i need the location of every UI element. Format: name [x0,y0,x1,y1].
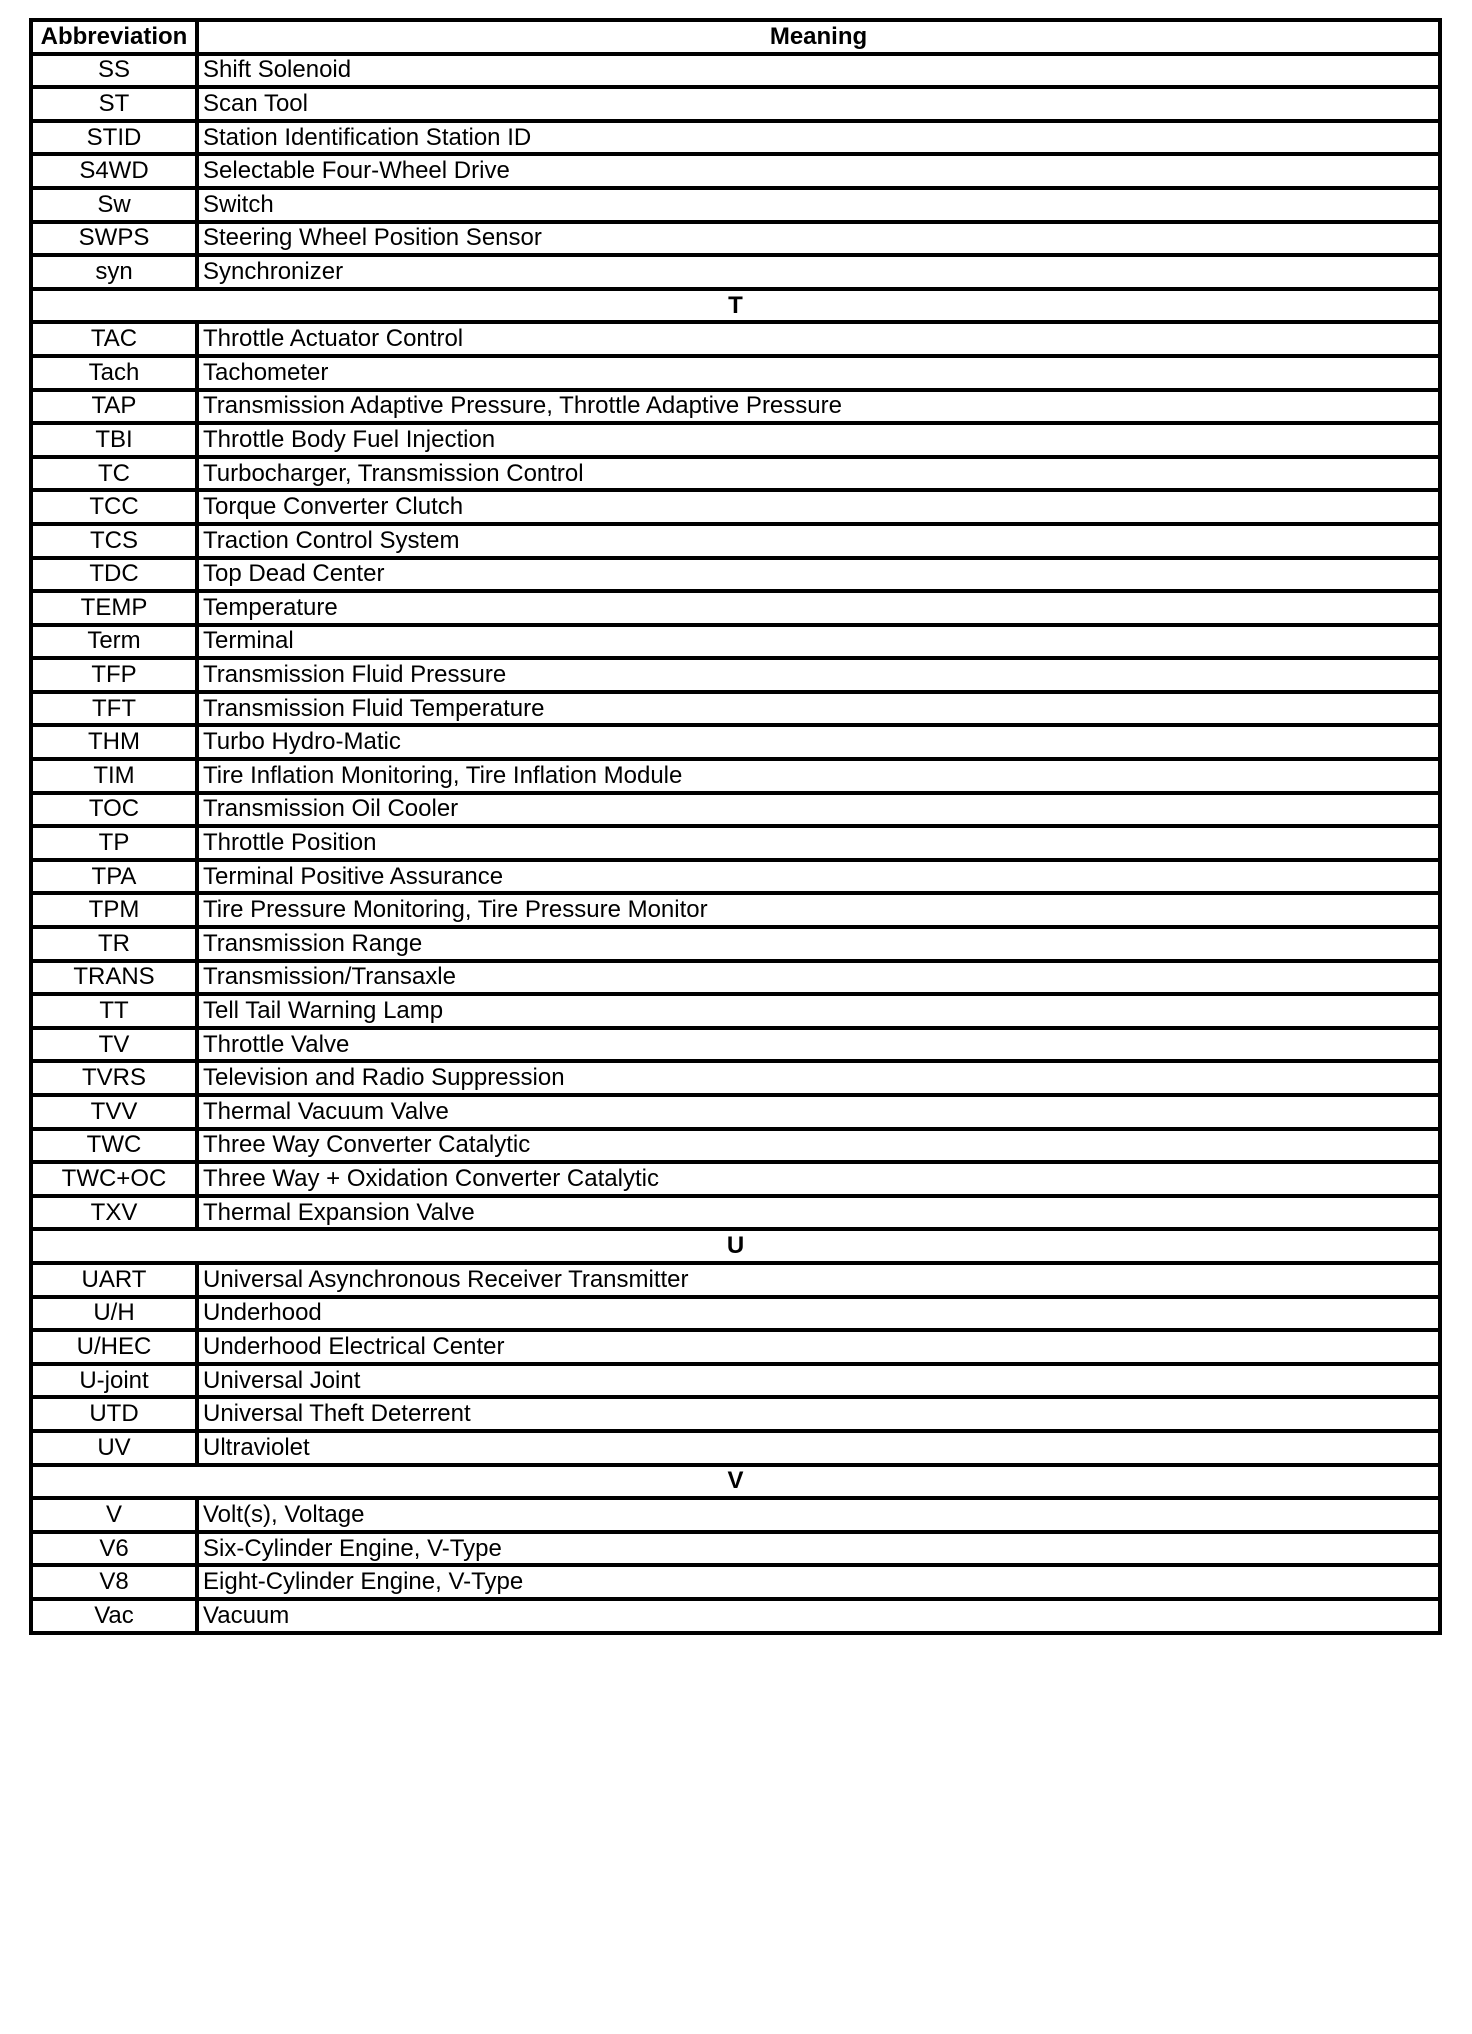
abbreviation-cell: UV [31,1431,197,1465]
abbreviation-cell: TRANS [31,961,197,995]
meaning-cell: Transmission Adaptive Pressure, Throttle Adaptive Pressure [197,390,1440,424]
table-row [31,994,1440,1028]
meaning-column-header: Meaning [197,20,1440,54]
abbreviation-cell: Tach [31,356,197,390]
table-row [31,1263,1440,1297]
meaning-cell: Throttle Position [197,826,1440,860]
table-row [31,390,1440,424]
header-row [31,20,1440,54]
table-row [31,793,1440,827]
abbreviation-cell: TPM [31,893,197,927]
meaning-cell: Tell Tail Warning Lamp [197,994,1440,1028]
table-row [31,1330,1440,1364]
table-row [31,1364,1440,1398]
meaning-cell: Universal Joint [197,1364,1440,1398]
meaning-cell: Temperature [197,591,1440,625]
meaning-cell: Thermal Vacuum Valve [197,1095,1440,1129]
table-row [31,1532,1440,1566]
meaning-cell: Torque Converter Clutch [197,490,1440,524]
table-row [31,860,1440,894]
abbreviation-cell: SS [31,54,197,88]
meaning-cell: Throttle Body Fuel Injection [197,423,1440,457]
section-letter: V [31,1465,1440,1499]
abbreviation-cell: TT [31,994,197,1028]
meaning-cell: Terminal Positive Assurance [197,860,1440,894]
section-header-row [31,289,1440,323]
abbreviation-cell: TR [31,927,197,961]
abbreviation-cell: U-joint [31,1364,197,1398]
meaning-cell: Ultraviolet [197,1431,1440,1465]
table-row [31,658,1440,692]
table-row [31,322,1440,356]
table-row [31,692,1440,726]
table-body [31,54,1440,1633]
abbreviation-cell: U/HEC [31,1330,197,1364]
abbreviation-cell: Sw [31,188,197,222]
abbreviation-cell: V [31,1498,197,1532]
table-row [31,1095,1440,1129]
abbreviation-cell: THM [31,725,197,759]
table-row [31,1397,1440,1431]
table-row [31,524,1440,558]
abbreviation-cell: S4WD [31,154,197,188]
abbreviation-cell: TP [31,826,197,860]
abbreviation-cell: TCC [31,490,197,524]
meaning-cell: Transmission Fluid Pressure [197,658,1440,692]
abbreviation-cell: TVRS [31,1061,197,1095]
table-row [31,961,1440,995]
table-row [31,1431,1440,1465]
meaning-cell: Underhood Electrical Center [197,1330,1440,1364]
abbreviation-cell: TWC [31,1129,197,1163]
meaning-cell: Turbo Hydro-Matic [197,725,1440,759]
table-row [31,490,1440,524]
meaning-cell: Six-Cylinder Engine, V-Type [197,1532,1440,1566]
table-row [31,826,1440,860]
meaning-cell: Tire Inflation Monitoring, Tire Inflation Module [197,759,1440,793]
table-row [31,1162,1440,1196]
meaning-cell: Vacuum [197,1599,1440,1633]
meaning-cell: Switch [197,188,1440,222]
meaning-cell: Transmission/Transaxle [197,961,1440,995]
table-row [31,1028,1440,1062]
table-row [31,154,1440,188]
meaning-cell: Volt(s), Voltage [197,1498,1440,1532]
table-row [31,54,1440,88]
abbreviation-cell: ST [31,87,197,121]
meaning-cell: Station Identification Station ID [197,121,1440,155]
table-row [31,222,1440,256]
meaning-cell: Universal Theft Deterrent [197,1397,1440,1431]
meaning-cell: Transmission Oil Cooler [197,793,1440,827]
abbreviation-cell: STID [31,121,197,155]
meaning-cell: Underhood [197,1297,1440,1331]
meaning-cell: Eight-Cylinder Engine, V-Type [197,1565,1440,1599]
table-row [31,423,1440,457]
table-row [31,1498,1440,1532]
abbreviation-cell: TV [31,1028,197,1062]
table-row [31,1565,1440,1599]
abbreviation-cell: TPA [31,860,197,894]
abbreviation-cell: TWC+OC [31,1162,197,1196]
table-row [31,893,1440,927]
table-row [31,87,1440,121]
meaning-cell: Top Dead Center [197,558,1440,592]
section-letter: U [31,1229,1440,1263]
meaning-cell: Three Way + Oxidation Converter Catalytic [197,1162,1440,1196]
table-row [31,356,1440,390]
abbreviation-cell: V6 [31,1532,197,1566]
table-row [31,255,1440,289]
meaning-cell: Throttle Valve [197,1028,1440,1062]
abbreviation-cell: syn [31,255,197,289]
meaning-cell: Synchronizer [197,255,1440,289]
abbreviation-cell: TAP [31,390,197,424]
abbreviation-cell: TAC [31,322,197,356]
abbreviation-cell: Vac [31,1599,197,1633]
table-row [31,558,1440,592]
meaning-cell: Turbocharger, Transmission Control [197,457,1440,491]
meaning-cell: Tire Pressure Monitoring, Tire Pressure Monitor [197,893,1440,927]
abbreviation-cell: Term [31,625,197,659]
meaning-cell: Traction Control System [197,524,1440,558]
meaning-cell: Transmission Range [197,927,1440,961]
table-row [31,1297,1440,1331]
abbreviation-cell: TVV [31,1095,197,1129]
table-row [31,759,1440,793]
meaning-cell: Television and Radio Suppression [197,1061,1440,1095]
abbreviation-cell: U/H [31,1297,197,1331]
abbreviation-cell: TCS [31,524,197,558]
meaning-cell: Tachometer [197,356,1440,390]
meaning-cell: Selectable Four-Wheel Drive [197,154,1440,188]
table-row [31,625,1440,659]
abbreviation-cell: TIM [31,759,197,793]
abbreviation-cell: TEMP [31,591,197,625]
meaning-cell: Throttle Actuator Control [197,322,1440,356]
abbreviation-table [29,18,1442,1635]
abbreviation-cell: TFT [31,692,197,726]
abbreviation-cell: TC [31,457,197,491]
abbreviation-cell: TBI [31,423,197,457]
table-row [31,121,1440,155]
table-row [31,1196,1440,1230]
table-row [31,1129,1440,1163]
meaning-cell: Thermal Expansion Valve [197,1196,1440,1230]
abbreviation-cell: V8 [31,1565,197,1599]
table-row [31,591,1440,625]
abbreviation-column-header: Abbreviation [31,20,197,54]
meaning-cell: Shift Solenoid [197,54,1440,88]
section-header-row [31,1465,1440,1499]
abbreviation-cell: TDC [31,558,197,592]
meaning-cell: Steering Wheel Position Sensor [197,222,1440,256]
table-row [31,457,1440,491]
meaning-cell: Three Way Converter Catalytic [197,1129,1440,1163]
abbreviation-cell: UTD [31,1397,197,1431]
abbreviation-cell: TOC [31,793,197,827]
abbreviation-cell: UART [31,1263,197,1297]
abbreviation-cell: TFP [31,658,197,692]
section-letter: T [31,289,1440,323]
section-header-row [31,1229,1440,1263]
abbreviation-cell: SWPS [31,222,197,256]
meaning-cell: Transmission Fluid Temperature [197,692,1440,726]
abbreviation-cell: TXV [31,1196,197,1230]
meaning-cell: Scan Tool [197,87,1440,121]
table-row [31,188,1440,222]
table-row [31,1599,1440,1633]
meaning-cell: Universal Asynchronous Receiver Transmitter [197,1263,1440,1297]
table-row [31,725,1440,759]
table-row [31,927,1440,961]
table-row [31,1061,1440,1095]
meaning-cell: Terminal [197,625,1440,659]
